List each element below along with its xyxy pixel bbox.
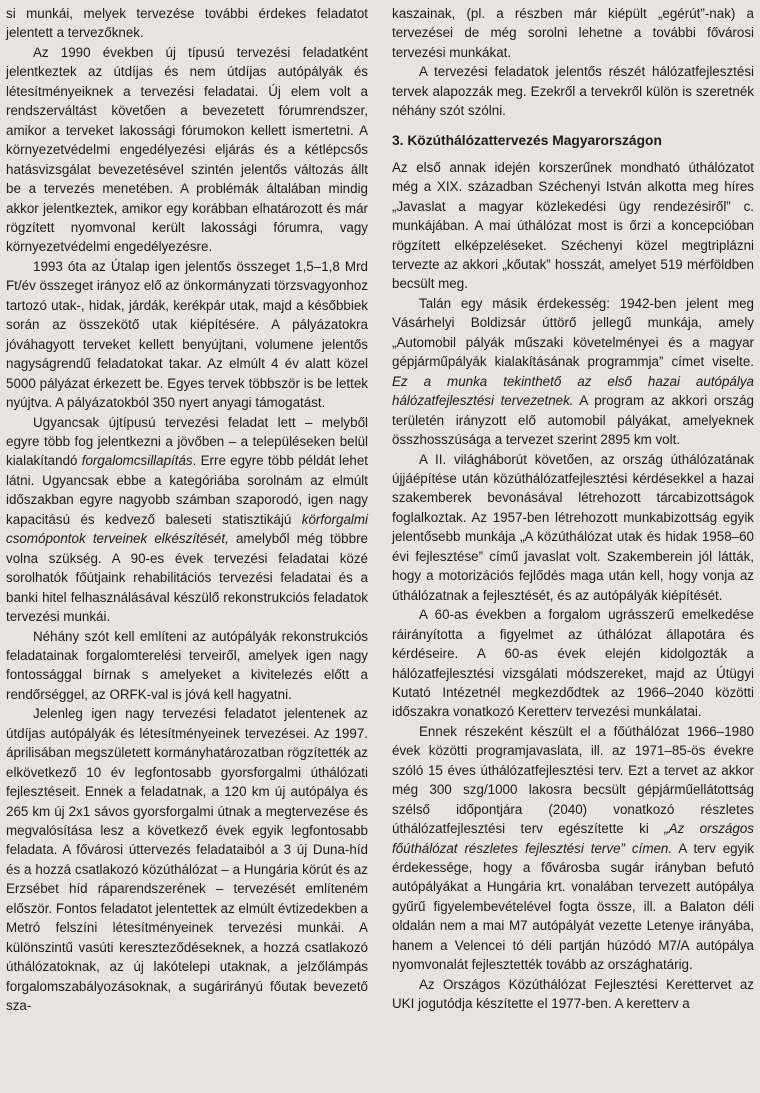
text-run: A 60-as években a forgalom ugrásszerű emelkedése ráirányította a figyelmet az úthálózat állapotára és kérdéseire. A 60-as évek elején kidolgozták a hálózatfejlesztési vizsgálati módszereket, majd az Útügyi Kutató Intézetnél megkezdődtek az 1966–2040 közötti időszakra vonatkozó Keretterv tervezési munkálatai.: [392, 607, 754, 720]
text-run: A terv egyik érdekessége, hogy a fővárosba sugár irányban befutó autópályákat a Hungária krt. vonalában tervezett autópálya gyűrű figyelembevételével fogta össze, ill. a Balaton déli oldalán nem a mai M7 autópályát vezette Letenye irányába, hanem a Velencei tó déli partján húzódó M7/A autópálya nyomvonalát fejlesztették tovább az országhatárig.: [392, 840, 754, 973]
text-run: Talán egy másik érdekesség: 1942-ben jelent meg Vásárhelyi Boldizsár úttörő jellegű munkája, amely „Automobil pályák műszaki követelményei és a magyar gépjárműpályák kialakításának programmja” címet viselte.: [392, 295, 754, 370]
text-run: A II. világháborút követően, az ország úthálózatának újjáépítése után közúthálózatfejlesztési kérdésekkel a hazai szakemberek bevonásával létrehozott tárcabizottságok foglalkoztak. Az 1957-ben létrehozott munkabizottság egyik jelentősebb munkája „A közúthálózat utak és hidak 1958–60 évi fejlesztése” című javaslat volt. Szakemberein jól látták, hogy a motorizációs fejlődés maga után kell, hogy vonja az úthálózatnak a fejlesztését, és az autópályák kiépítését.: [392, 451, 754, 603]
emphasized-text: „Az országos főúthálózat részletes fejlesztési terve” címen.: [392, 821, 754, 856]
paragraph: [6, 43, 368, 257]
text-run: 1993 óta az Útalap igen jelentős összeget 1,5–1,8 Mrd Ft/év összeget irányoz elő az önkormányzati törzsvagyonhoz tartozó utak-, hidak, járdák, kerékpár utak, majd a későbbiek során az összekötő utak kiépítésére. A pályázatokra jóváhagyott terveket kellett benyújtani, volumene jelentős nagyságrendű feladatokat takar. Az elmúlt 4 év alatt közel 5000 pályázat érkezett be. Egyes tervek többször is be lettek nyújtva. A pályázatokból 350 nyert anyagi támogatást.: [6, 258, 368, 411]
text-run: Ugyancsak újtípusú tervezési feladat lett – melyből egyre több fog jelentkezni a jövőben – a településeken belül kialakítandó: [6, 414, 368, 469]
text-run: Jelenleg igen nagy tervezési feladatot jelentenek az útdíjas autópályák és létesítményeinek tervezései. Az 1997. áprilisában megszületett kormányhatározatban rögzítették az elkövetkező 10 év legfontosabb gyorsforgalmi úthálózati fejlesztéseit. Ennek a feladatnak, a 120 km új autópálya és 265 km új 2x1 sávos gyorsforgalmi útnak a megtervezése és megvalósítása lesz a következő évek egyik legfontosabb feladata. A fővárosi úttervezés feladataiból a 3 új Duna-híd és a hozzá csatlakozó közúthálózat – a Hungária körút és az Erzsébet híd ráparendszerének – tervezését említeném először. Fontos feladatot jelentettek az elmúlt évtizedekben a Metró felszíni létesítményeinek tervezési munkái. A különszintű vasúti kereszteződéseknek, a hozzá csatlakozó úthálózatoknak, az új lakótelepi utaknak, a jelzőlámpás forgalomszabályozásoknak, a sugárirányú főutak bevezető sza-: [6, 706, 368, 1014]
paragraph: [392, 158, 754, 294]
right-body-paragraphs: [392, 158, 754, 1014]
emphasized-text: körforgalmi csomópontok terveinek elkészítését,: [6, 511, 368, 547]
text-run: A tervezési feladatok jelentős részét hálózatfejlesztési tervek alapozzák meg. Ezekről a tervekről külön is szeretnék néhány szót szólni.: [392, 64, 754, 119]
emphasized-text: forgalomcsillapítás: [81, 453, 193, 469]
emphasized-text: Ez a munka tekinthető az első hazai autópálya hálózatfejlesztési tervezetnek.: [392, 373, 754, 409]
text-run: si munkái, melyek tervezése további érdekes feladatot jelentett a tervezőknek.: [6, 6, 368, 41]
text-run: Az 1990 években új típusú tervezési feladatként jelentkeztek az útdíjas és nem útdíjas autópályák és létesítményeiknek a tervezési feladatai. Új elem volt a rendszerváltást követően a bevezetett fórumrendszer, amikor a terveket lakossági fórumokon kellett ismertetni. A környezetvédelmi engedélyezési eljárás és a kétlépcsős hatásvizsgálat bevezetésével szintén jelentős változás állt be a tervezés menetében. A problémák általában mindig akkor jelentkeztek, amikor egy korábban elhatározott és már rögzített nyomvonal került lakossági fórumra, vagy környezetvédelmi engedélyezésre.: [6, 44, 368, 255]
text-run: Néhány szót kell említeni az autópályák rekonstrukciós feladatainak forgalomterelési terveiről, amelyek igen nagy fontossággal bírnak s amelyeket a kivitelezés előtt a rendőrséggel, az ORFK-val is jóvá kell hagyatni.: [6, 628, 368, 702]
paragraph: [392, 62, 754, 120]
text-run: kaszainak, (pl. a részben már kiépült „egérút”-nak) a tervezései de még sorolni lehetne a további fővárosi tervezési munkákat.: [392, 6, 754, 60]
text-run: A program az akkori ország területén irányzott elő automobil pályákat, amelyeknek összhosszúsága a tervezet szerint 2895 km volt.: [392, 393, 754, 448]
section-heading: 3. Közúthálózattervezés Magyarországon: [392, 132, 662, 148]
paragraph: [6, 4, 368, 43]
text-run: Az első annak idején korszerűnek mondható úthálózatot még a XIX. században Széchenyi István alkotta meg híres „Javaslat a magyar közlekedési ügy rendezésiről” c. munkájában. A mai úthálózat most is őrzi a koncepcióban rögzített elképzeléseket. Széchenyi közel megtriplázni tervezte az akkori „kőutak” hosszát, amelyet 519 mérföldben becsült meg.: [392, 159, 754, 292]
paragraph: [6, 413, 368, 627]
paragraph: [392, 294, 754, 450]
text-run: . Erre egyre több példát lehet látni. Ugyancsak ebbe a kategóriába sorolnám az elmúlt időszakban egyre nagyobb számban szaporodó, igen nagy kapacitású és kedvező baleseti statisztikájú: [6, 453, 369, 527]
paragraph: [6, 257, 368, 413]
paragraph: [392, 605, 754, 722]
text-run: Az Országos Közúthálózat Fejlesztési Kerettervet az UKI jogutódja készítette el 1977-ben. A keretterv a: [392, 976, 754, 1012]
text-run: amelyből még többre volna szükség. A 90-es évek tervezési feladatai közé sorolhatók főútjaink rehabilitációs tervezési feladatai és a banki hitel felhasználásával készülő rekonstrukciós feladatok tervezési munkái.: [6, 531, 368, 625]
paragraph: [6, 704, 368, 1015]
paragraph: [392, 722, 754, 975]
paragraph: [392, 450, 754, 606]
paragraph: [392, 975, 754, 1014]
text-run: Ennek részeként készült el a főúthálózat 1966–1980 évek közötti programjavaslata, ill. az 1971–85-ös évekre szóló 15 éves úthálózatfejlesztési terv. Ezt a tervet az akkor még 300 szg/1000 lakosra becsült gépjárműellátottság szélső időpontjára (2040) vonatkozó részletes úthálózatfejlesztési terv egészítette ki: [392, 723, 754, 837]
right-column: [392, 4, 754, 1014]
paragraph: [392, 4, 754, 62]
paragraph: [6, 627, 368, 705]
left-column: [6, 4, 368, 1016]
right-intro-paragraphs: [392, 4, 754, 121]
